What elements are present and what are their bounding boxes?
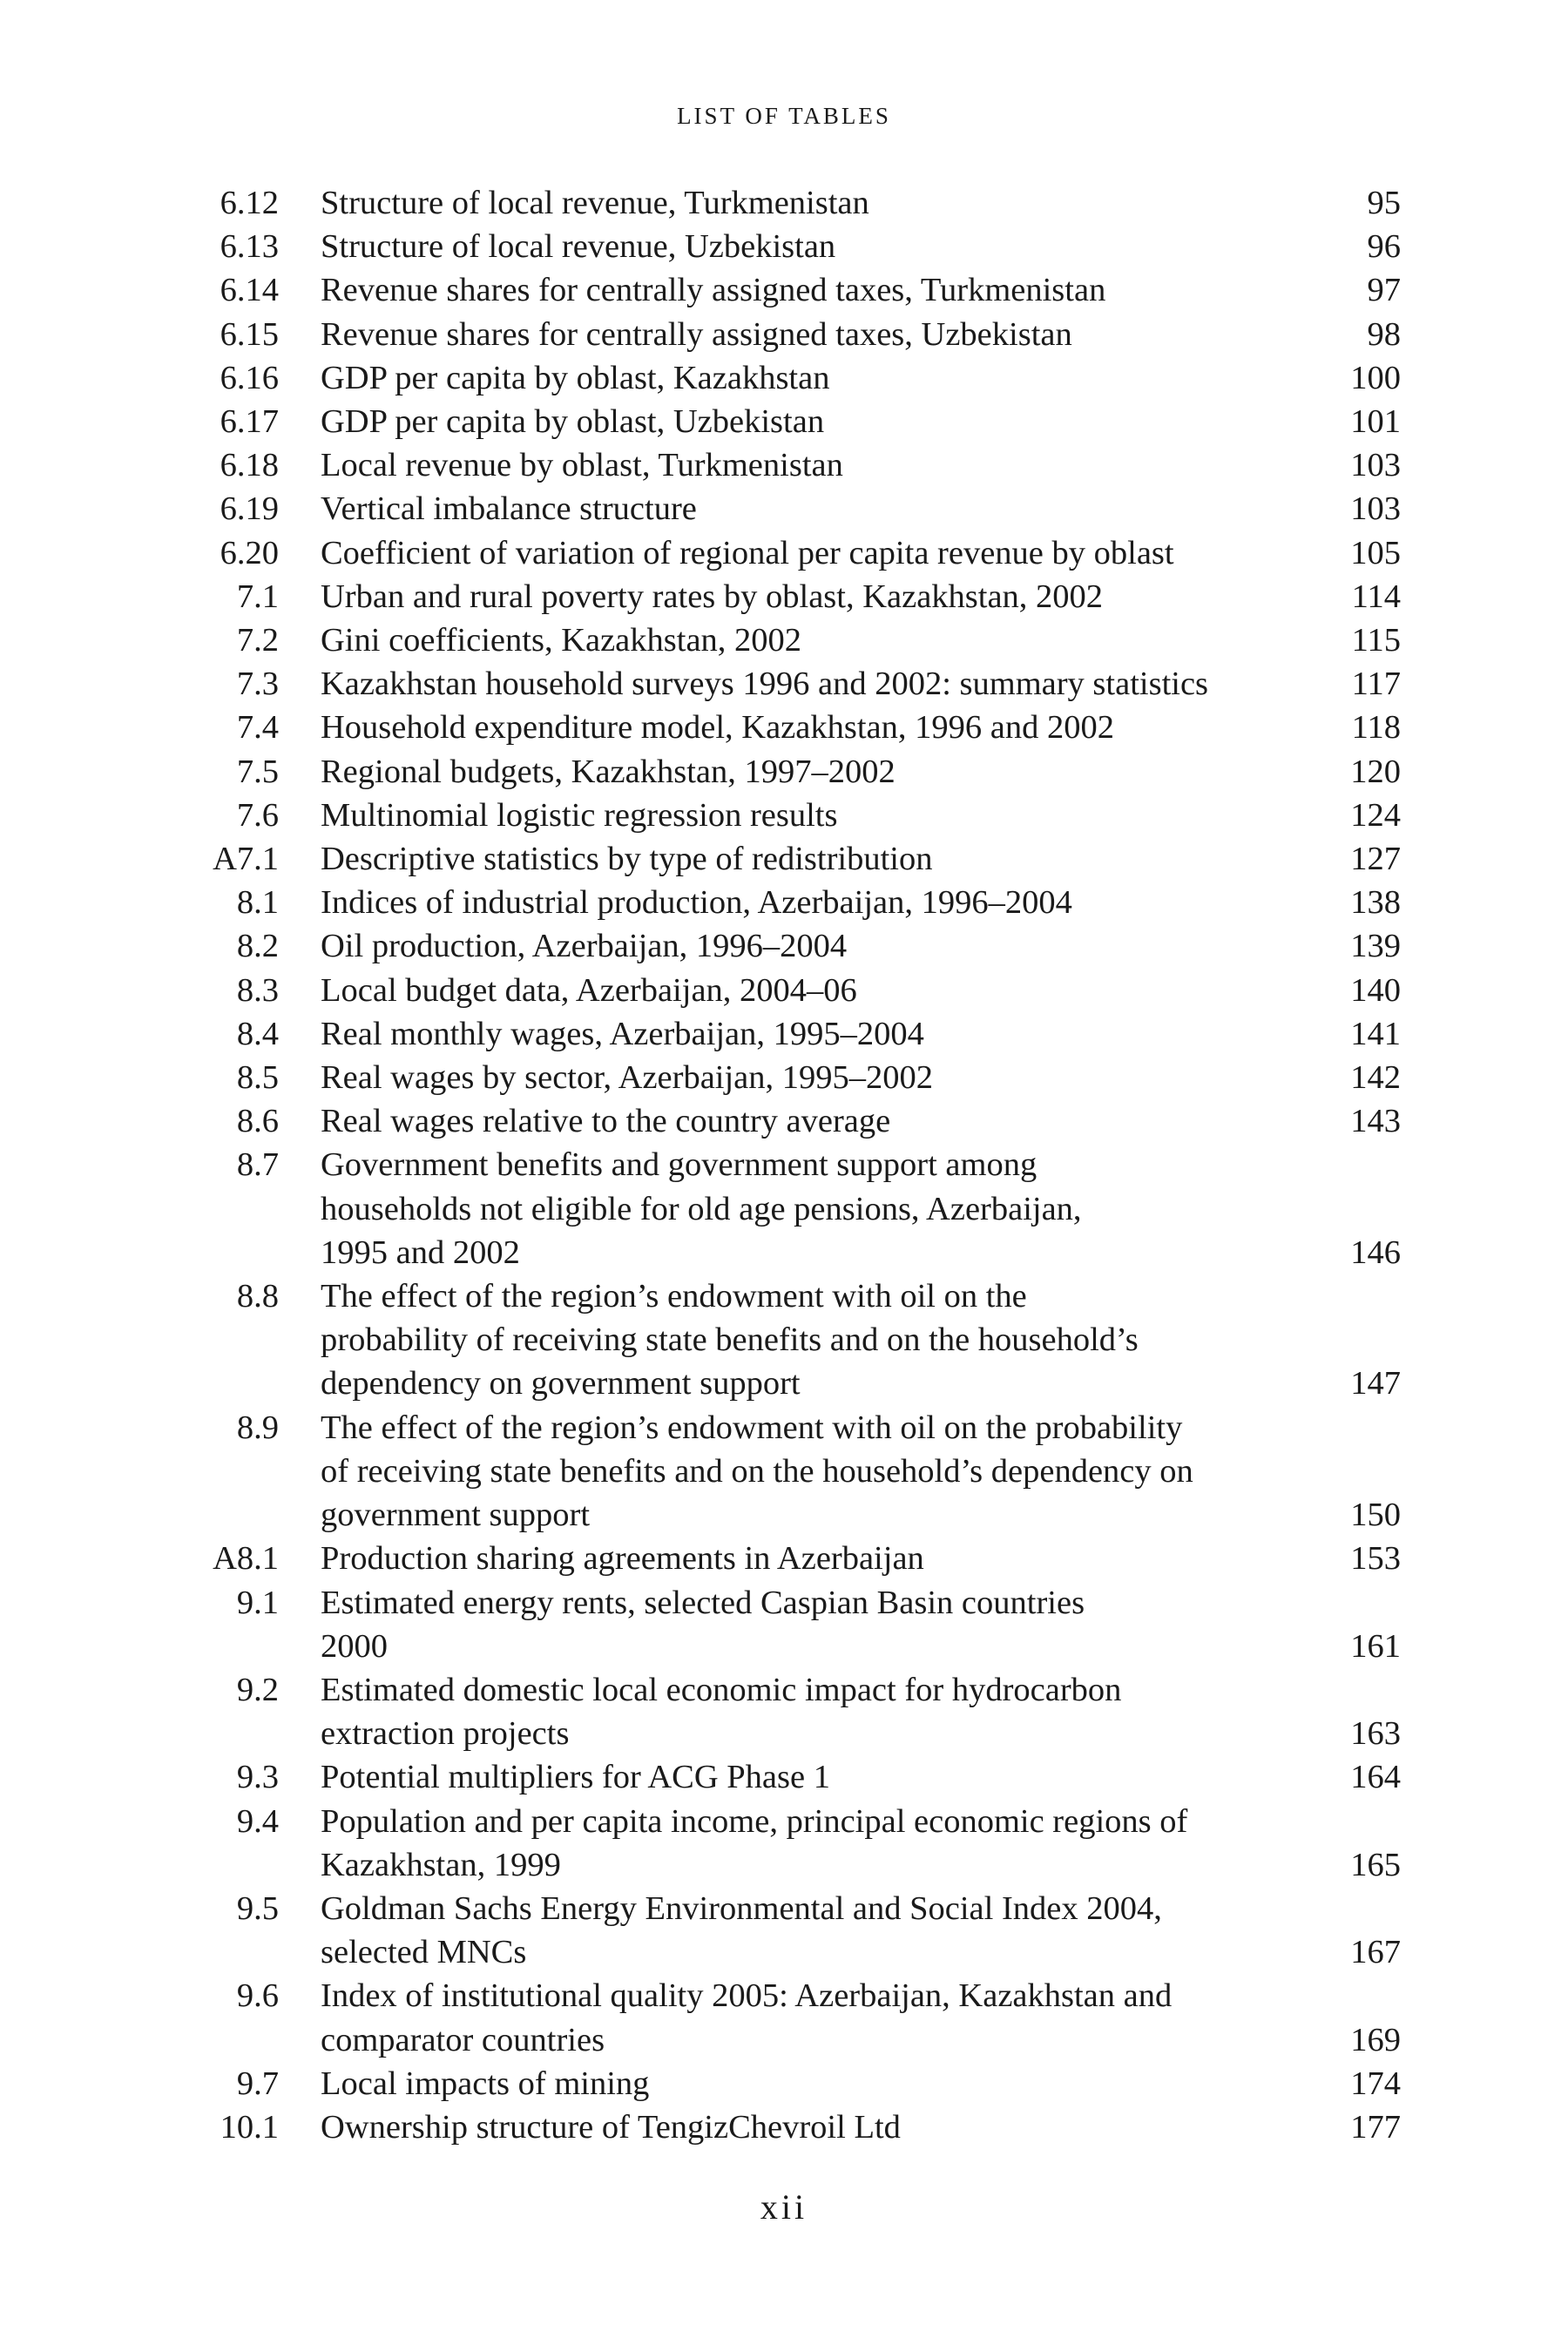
table-title: Revenue shares for centrally assigned taxes, Uzbekistan bbox=[321, 315, 1072, 353]
table-title: Urban and rural poverty rates by oblast, Kazakhstan, 2002 bbox=[321, 578, 1104, 615]
page-reference: 101 bbox=[1350, 403, 1401, 441]
page-reference: 127 bbox=[1350, 841, 1401, 878]
page-reference: 124 bbox=[1350, 796, 1401, 834]
table-title: Potential multipliers for ACG Phase 1 bbox=[321, 1759, 830, 1796]
page-reference: 143 bbox=[1350, 1103, 1401, 1140]
table-number: A8.1 bbox=[213, 1540, 279, 1578]
page-reference: 95 bbox=[1367, 185, 1401, 221]
table-number: 6.17 bbox=[220, 403, 279, 441]
table-number: 6.15 bbox=[220, 315, 279, 353]
table-entry bbox=[0, 2062, 1568, 2105]
page-reference: 142 bbox=[1350, 1059, 1401, 1097]
page-reference: 140 bbox=[1350, 971, 1401, 1009]
table-title: Index of institutional quality 2005: Azerbaijan, Kazakhstan and comparator countries bbox=[321, 1977, 1173, 2058]
page-reference: 146 bbox=[1350, 1233, 1401, 1271]
table-title: GDP per capita by oblast, Kazakhstan bbox=[321, 359, 830, 396]
table-title: Kazakhstan household surveys 1996 and 2002: summary statistics bbox=[321, 666, 1209, 703]
table-number: 6.16 bbox=[220, 359, 279, 396]
table-title: Government benefits and government support among households not eligible for old age pensions, Azerbaijan, 1995 and 2002 bbox=[321, 1146, 1082, 1271]
table-entry bbox=[0, 837, 1568, 881]
table-number: 6.13 bbox=[220, 228, 279, 266]
table-title: Production sharing agreements in Azerbaijan bbox=[321, 1540, 924, 1578]
table-number: 6.20 bbox=[220, 534, 279, 571]
table-title: Regional budgets, Kazakhstan, 1997–2002 bbox=[321, 753, 896, 790]
page-reference: 97 bbox=[1367, 272, 1401, 309]
table-entry bbox=[0, 662, 1568, 706]
table-number: 9.6 bbox=[236, 1977, 279, 2015]
page-reference: 165 bbox=[1350, 1846, 1401, 1883]
page-reference: 96 bbox=[1367, 228, 1401, 266]
table-entry bbox=[0, 1537, 1568, 1580]
page-reference: 100 bbox=[1350, 359, 1401, 396]
table-number: 9.3 bbox=[236, 1759, 279, 1796]
table-entry bbox=[0, 750, 1568, 794]
table-entry bbox=[0, 794, 1568, 837]
table-title: Indices of industrial production, Azerbaijan, 1996–2004 bbox=[321, 884, 1072, 922]
table-title: Local impacts of mining bbox=[321, 2065, 650, 2102]
page-reference: 115 bbox=[1351, 622, 1401, 659]
table-number: A7.1 bbox=[213, 841, 279, 878]
page-reference: 177 bbox=[1350, 2108, 1401, 2146]
table-entry bbox=[0, 1406, 1568, 1538]
page-reference: 161 bbox=[1350, 1627, 1401, 1665]
table-entry bbox=[0, 268, 1568, 312]
page-number: xii bbox=[760, 2187, 808, 2227]
table-entry bbox=[0, 1056, 1568, 1099]
table-entry bbox=[0, 531, 1568, 575]
table-number: 7.5 bbox=[236, 753, 279, 790]
table-title: GDP per capita by oblast, Uzbekistan bbox=[321, 403, 825, 441]
table-entry bbox=[0, 487, 1568, 531]
page-reference: 120 bbox=[1350, 753, 1401, 790]
running-head: LIST OF TABLES bbox=[677, 103, 891, 129]
table-title: Gini coefficients, Kazakhstan, 2002 bbox=[321, 622, 802, 659]
table-entry bbox=[0, 1012, 1568, 1056]
table-number: 7.3 bbox=[236, 666, 279, 703]
page-reference: 117 bbox=[1351, 666, 1401, 703]
table-number: 8.8 bbox=[236, 1278, 279, 1315]
table-entry bbox=[0, 1755, 1568, 1799]
table-entry bbox=[0, 1099, 1568, 1143]
page-reference: 153 bbox=[1350, 1540, 1401, 1578]
table-entry bbox=[0, 400, 1568, 443]
table-number: 6.12 bbox=[220, 185, 279, 221]
table-entry bbox=[0, 225, 1568, 268]
table-number: 8.7 bbox=[236, 1146, 279, 1184]
table-title: Ownership structure of TengizChevroil Ltd bbox=[321, 2108, 901, 2146]
table-entry bbox=[0, 969, 1568, 1012]
table-number: 9.2 bbox=[236, 1671, 279, 1708]
table-number: 6.18 bbox=[220, 447, 279, 484]
table-number: 10.1 bbox=[220, 2108, 279, 2146]
table-entry bbox=[0, 1887, 1568, 1974]
table-number: 7.1 bbox=[236, 578, 279, 615]
table-number: 9.7 bbox=[236, 2065, 279, 2102]
table-entry bbox=[0, 575, 1568, 618]
table-number: 9.4 bbox=[236, 1802, 279, 1840]
table-number: 9.1 bbox=[236, 1584, 279, 1621]
table-number: 8.2 bbox=[236, 928, 279, 965]
table-number: 7.6 bbox=[236, 796, 279, 834]
table-entry bbox=[0, 618, 1568, 662]
table-number: 7.2 bbox=[236, 622, 279, 659]
table-title: Real wages relative to the country average bbox=[321, 1103, 891, 1140]
table-title: Oil production, Azerbaijan, 1996–2004 bbox=[321, 928, 848, 965]
table-title: Household expenditure model, Kazakhstan, 1996 and 2002 bbox=[321, 709, 1114, 747]
table-title: Structure of local revenue, Turkmenistan bbox=[321, 185, 869, 221]
page-reference: 147 bbox=[1350, 1365, 1401, 1402]
table-number: 8.3 bbox=[236, 971, 279, 1009]
table-title: Population and per capita income, principal economic regions of Kazakhstan, 1999 bbox=[321, 1802, 1188, 1883]
table-title: The effect of the region’s endowment with oil on the probability of receiving state benefits and on the household’s dependency on government support bbox=[321, 1278, 1139, 1402]
table-entry bbox=[0, 881, 1568, 924]
table-entry bbox=[0, 924, 1568, 968]
table-list bbox=[0, 181, 1568, 2149]
table-entry bbox=[0, 356, 1568, 400]
page-reference: 118 bbox=[1351, 709, 1401, 747]
page-reference: 138 bbox=[1350, 884, 1401, 922]
table-number: 7.4 bbox=[236, 709, 279, 747]
table-title: Local budget data, Azerbaijan, 2004–06 bbox=[321, 971, 857, 1009]
table-title: Local revenue by oblast, Turkmenistan bbox=[321, 447, 843, 484]
table-number: 8.1 bbox=[236, 884, 279, 922]
table-title: Revenue shares for centrally assigned taxes, Turkmenistan bbox=[321, 272, 1106, 309]
table-number: 8.4 bbox=[236, 1015, 279, 1052]
table-title: Real monthly wages, Azerbaijan, 1995–2004 bbox=[321, 1015, 924, 1052]
table-number: 6.14 bbox=[220, 272, 279, 309]
page-reference: 103 bbox=[1350, 447, 1401, 484]
table-number: 8.9 bbox=[236, 1409, 279, 1446]
table-entry bbox=[0, 1668, 1568, 1755]
table-entry bbox=[0, 1800, 1568, 1887]
table-number: 6.19 bbox=[220, 490, 279, 528]
table-title: Estimated domestic local economic impact for hydrocarbon extraction projects bbox=[321, 1671, 1122, 1753]
page-reference: 169 bbox=[1350, 2021, 1401, 2058]
table-entry bbox=[0, 443, 1568, 487]
page-reference: 141 bbox=[1350, 1015, 1401, 1052]
table-entry bbox=[0, 181, 1568, 225]
table-title: Descriptive statistics by type of redistribution bbox=[321, 841, 933, 878]
table-entry bbox=[0, 1274, 1568, 1406]
page-reference: 174 bbox=[1350, 2065, 1401, 2102]
table-number: 8.5 bbox=[236, 1059, 279, 1097]
table-entry bbox=[0, 1581, 1568, 1668]
table-title: Multinomial logistic regression results bbox=[321, 796, 838, 834]
page-reference: 164 bbox=[1350, 1759, 1401, 1796]
page-reference: 167 bbox=[1350, 1934, 1401, 1971]
page-reference: 150 bbox=[1350, 1497, 1401, 1534]
table-title: Structure of local revenue, Uzbekistan bbox=[321, 228, 836, 266]
table-entry bbox=[0, 1143, 1568, 1274]
page-reference: 98 bbox=[1367, 315, 1401, 353]
table-entry bbox=[0, 313, 1568, 356]
table-number: 9.5 bbox=[236, 1889, 279, 1927]
table-entry bbox=[0, 706, 1568, 749]
table-title: Goldman Sachs Energy Environmental and Social Index 2004, selected MNCs bbox=[321, 1889, 1162, 1971]
table-entry bbox=[0, 2105, 1568, 2149]
table-title: Estimated energy rents, selected Caspian Basin countries 2000 bbox=[321, 1584, 1085, 1665]
table-title: Coefficient of variation of regional per capita revenue by oblast bbox=[321, 534, 1174, 571]
table-title: Vertical imbalance structure bbox=[321, 490, 697, 528]
table-title: Real wages by sector, Azerbaijan, 1995–2002 bbox=[321, 1059, 934, 1097]
page-reference: 139 bbox=[1350, 928, 1401, 965]
table-entry bbox=[0, 1974, 1568, 2061]
table-title: The effect of the region’s endowment with oil on the probability of receiving state benefits and on the household’s dependency on government support bbox=[321, 1409, 1193, 1534]
table-number: 8.6 bbox=[236, 1103, 279, 1140]
page-reference: 103 bbox=[1350, 490, 1401, 528]
page-reference: 163 bbox=[1350, 1715, 1401, 1753]
page-reference: 105 bbox=[1350, 534, 1401, 571]
page-reference: 114 bbox=[1351, 578, 1401, 615]
